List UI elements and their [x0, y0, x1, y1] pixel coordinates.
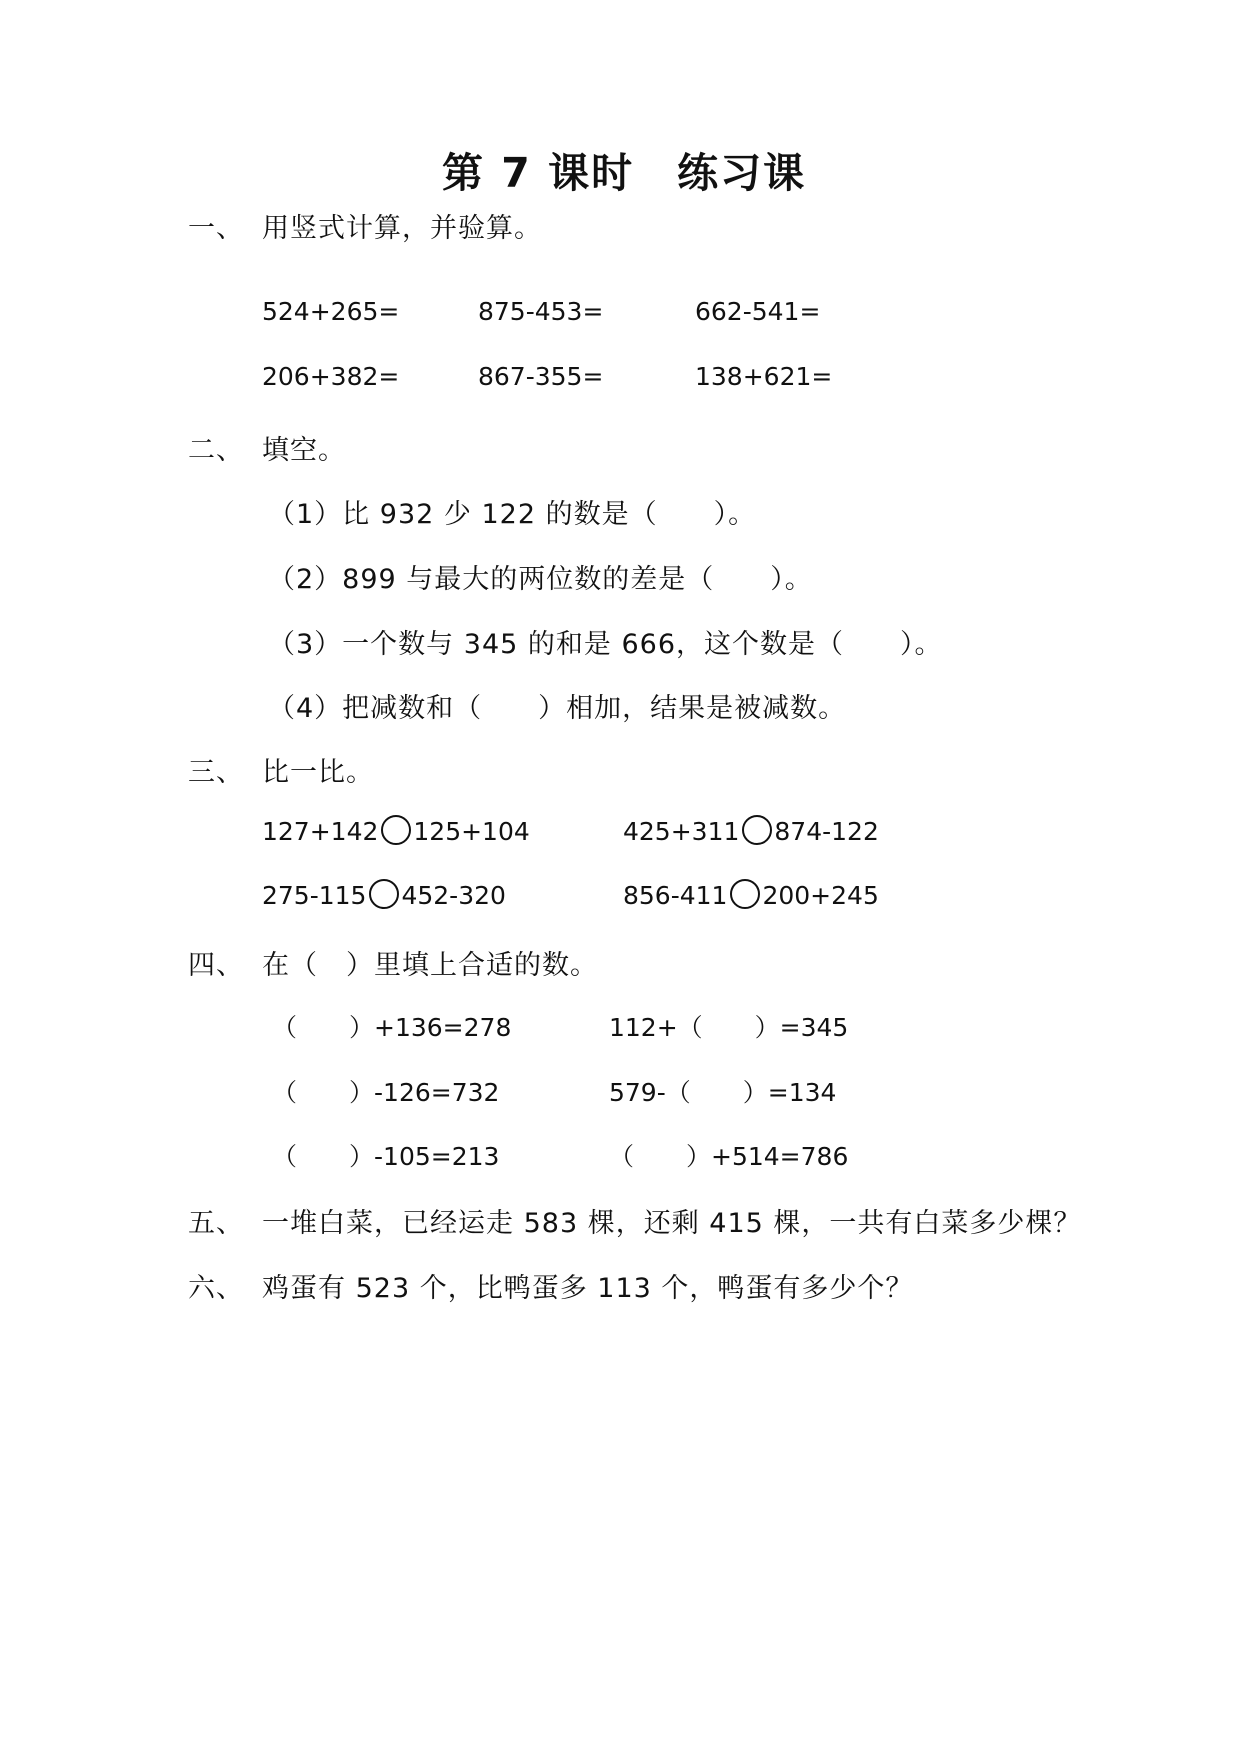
missing-number-item: 579-（ ）=134 — [609, 1078, 837, 1107]
section-3-label: 三、 — [188, 757, 244, 788]
missing-number-item: （ ）+136=278 — [272, 1013, 512, 1042]
section-5-label: 五、 — [188, 1208, 244, 1239]
compare-right: 874-122 — [774, 817, 879, 846]
compare-item — [262, 815, 530, 846]
missing-number-item: （ ）-126=732 — [272, 1078, 500, 1107]
fill-blank-item: （4）把减数和（ ）相加，结果是被减数。 — [268, 693, 847, 724]
compare-circle[interactable] — [742, 815, 772, 845]
compare-circle[interactable] — [730, 879, 760, 909]
calc-problem: 875-453= — [478, 297, 604, 326]
calc-problem: 867-355= — [478, 362, 604, 391]
calc-problem: 662-541= — [695, 297, 821, 326]
section-2-label: 二、 — [188, 435, 244, 466]
calc-problem: 138+621= — [695, 362, 833, 391]
compare-item — [623, 879, 879, 910]
page-title: 第 7 课时 练习课 — [442, 149, 807, 197]
compare-right: 452-320 — [401, 881, 506, 910]
section-4-heading: 在（ ）里填上合适的数。 — [262, 950, 598, 981]
section-4-label: 四、 — [188, 950, 244, 981]
section-2-heading: 填空。 — [262, 435, 346, 466]
missing-number-item: 112+（ ）=345 — [609, 1013, 849, 1042]
compare-item — [623, 815, 879, 846]
compare-right: 125+104 — [413, 817, 530, 846]
compare-circle[interactable] — [381, 815, 411, 845]
compare-item — [262, 879, 506, 910]
compare-left: 856-411 — [623, 881, 728, 910]
section-1-label: 一、 — [188, 213, 244, 244]
calc-problem: 524+265= — [262, 297, 400, 326]
calc-problem: 206+382= — [262, 362, 400, 391]
section-6-label: 六、 — [188, 1273, 244, 1304]
fill-blank-item: （2）899 与最大的两位数的差是（ ）。 — [268, 564, 813, 595]
missing-number-item: （ ）-105=213 — [272, 1142, 500, 1171]
compare-left: 425+311 — [623, 817, 740, 846]
compare-right: 200+245 — [762, 881, 879, 910]
compare-left: 275-115 — [262, 881, 367, 910]
compare-left: 127+142 — [262, 817, 379, 846]
missing-number-item: （ ）+514=786 — [609, 1142, 849, 1171]
section-3-heading: 比一比。 — [262, 757, 374, 788]
section-6-heading: 鸡蛋有 523 个，比鸭蛋多 113 个，鸭蛋有多少个？ — [262, 1273, 914, 1304]
fill-blank-item: （3）一个数与 345 的和是 666，这个数是（ ）。 — [268, 629, 943, 660]
section-1-heading: 用竖式计算，并验算。 — [262, 213, 542, 244]
section-5-heading: 一堆白菜，已经运走 583 棵，还剩 415 棵，一共有白菜多少棵？ — [262, 1208, 1082, 1239]
compare-circle[interactable] — [369, 879, 399, 909]
fill-blank-item: （1）比 932 少 122 的数是（ ）。 — [268, 499, 757, 530]
